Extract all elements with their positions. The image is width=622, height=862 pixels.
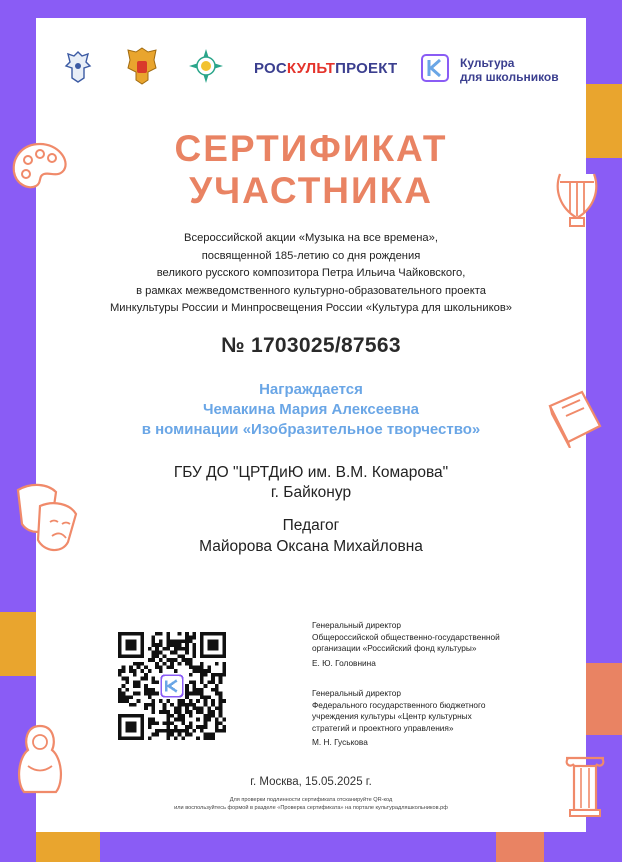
coat-of-arms-icon <box>126 46 158 86</box>
rkp-part2: КУЛЬТ <box>286 60 336 77</box>
award-block <box>36 380 586 440</box>
organization-block <box>36 463 586 503</box>
frame-top <box>0 0 622 18</box>
certificate-title-line2: УЧАСТНИКА <box>189 170 433 211</box>
verification-note <box>36 796 586 812</box>
description-line: в рамках межведомственного культурно-образовательного проекта <box>136 284 486 297</box>
kds-text <box>460 56 559 84</box>
qr-code[interactable] <box>118 632 226 740</box>
place-date: г. Москва, 15.05.2025 г. <box>250 776 372 788</box>
certificate-title-line1: СЕРТИФИКАТ <box>174 128 448 169</box>
description-line: великого русского композитора Петра Ильича Чайковского, <box>156 267 466 279</box>
frame-segment-orange-bottom <box>496 832 544 862</box>
recipient-name: Чемакина Мария Алексеевна <box>202 401 419 418</box>
kds-line1: Культура <box>460 56 515 70</box>
description <box>60 230 562 318</box>
signature-block-2 <box>312 688 562 749</box>
teacher-block <box>36 515 586 557</box>
logos-row <box>64 48 564 92</box>
frame-segment-orange-right <box>586 663 622 735</box>
teacher-name: Майорова Оксана Михайловна <box>199 538 423 555</box>
signature-title-line: стратегий и проектного управления» <box>312 722 454 733</box>
signature-title-line: Общероссийской общественно-государственной <box>312 631 500 642</box>
organization-city: г. Байконур <box>270 484 352 501</box>
award-label: Награждается <box>259 381 363 398</box>
signature-block-1 <box>312 620 562 669</box>
eagle-emblem-icon <box>64 48 92 84</box>
signature-title-line: организации «Российский фонд культуры» <box>312 643 477 653</box>
frame-segment-yellow-left <box>0 612 36 676</box>
signature-title-line: Генеральный директор <box>312 620 401 630</box>
rkp-part1: РОС <box>254 60 287 77</box>
kds-k-icon <box>420 52 452 84</box>
signatory-name: М. Н. Гуськова <box>312 737 368 747</box>
description-line: Всероссийской акции «Музыка на все времена», <box>184 232 438 244</box>
signature-title-line: учреждения культуры «Центр культурных <box>312 711 472 721</box>
kds-line2: для школьников <box>460 70 559 84</box>
frame-segment-yellow-bottom <box>36 832 100 862</box>
description-line: Минкультуры России и Минпросвещения России «Культура для школьников» <box>109 302 512 314</box>
signatory-name: Е. Ю. Головнина <box>312 657 376 668</box>
verification-note-line: Для проверки подлинности сертификата отсканируйте QR-код <box>229 797 393 803</box>
verification-note-line: или воспользуйтесь формой в разделе «Проверка сертификата» на портале культурадляшкольников.рф <box>174 805 448 811</box>
rfk-emblem-icon <box>188 48 224 84</box>
teacher-role: Педагог <box>282 517 340 534</box>
frame-segment-yellow-right <box>586 84 622 158</box>
certificate-number: № 1703025/87563 <box>221 334 401 357</box>
kultura-dlya-shkolnikov-logo <box>420 52 559 89</box>
organization-name: ГБУ ДО "ЦРТДиЮ им. В.М. Комарова" <box>173 464 449 481</box>
nomination: в номинации «Изобразительное творчество» <box>141 421 481 438</box>
description-line: посвященной 185-летию со дня рождения <box>201 249 421 262</box>
rkp-part3: ПРОЕКТ <box>335 60 398 77</box>
roskultproekt-logo <box>254 60 397 77</box>
signature-title-line: Федерального государственного бюджетного <box>312 699 486 710</box>
signature-title-line: Генеральный директор <box>312 688 401 698</box>
